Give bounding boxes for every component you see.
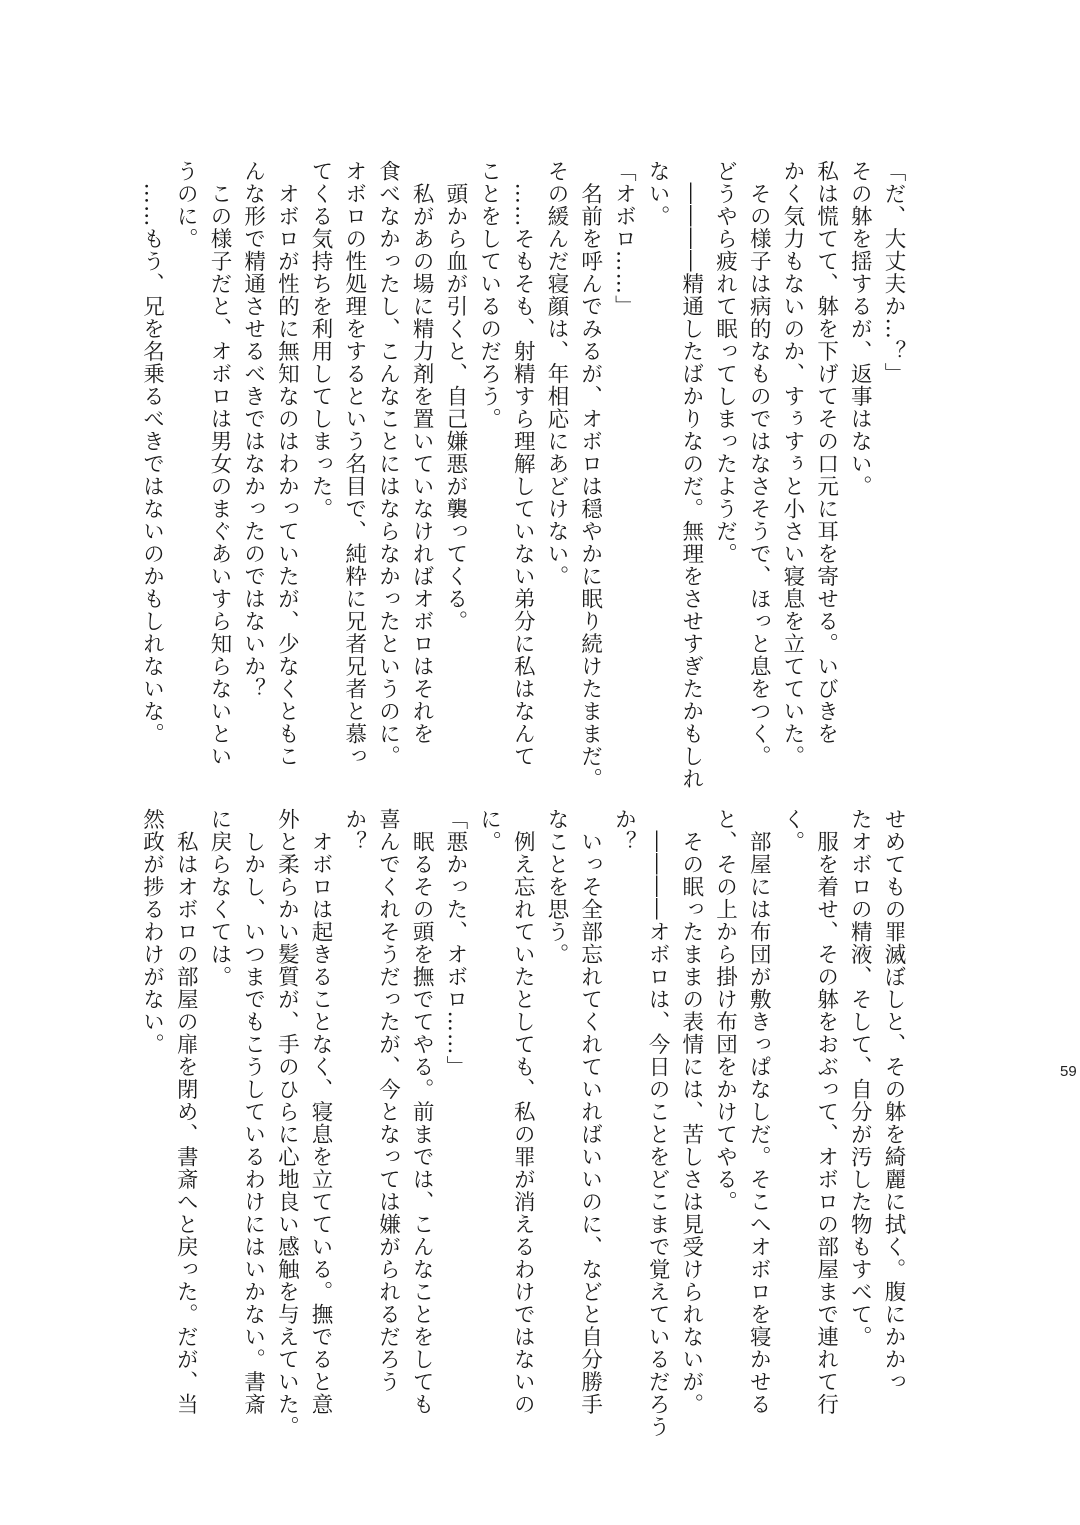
text-column: 私はオボロの部屋の扉を閉め、書斎へと戻った。だが、当 bbox=[173, 808, 199, 1416]
text-column: んな形で精通させるべきではなかったのではないか？ bbox=[240, 160, 266, 700]
text-column: てくる気持ちを利用してしまった。 bbox=[308, 160, 334, 520]
text-column: 「オボロ……」 bbox=[611, 160, 637, 318]
text-column: と、その上から掛け布団をかけてやる。 bbox=[712, 808, 738, 1213]
text-column: なことを思う。 bbox=[543, 808, 569, 966]
text-column: か？ bbox=[611, 808, 637, 853]
text-column: オボロは起きることなく、寝息を立てている。撫でると意 bbox=[308, 808, 334, 1416]
text-column: かく気力もないのか、すぅすぅと小さい寝息を立てていた。 bbox=[779, 160, 805, 768]
text-column: 「悪かった、オボロ……」 bbox=[442, 808, 468, 1078]
text-column: ……もう、兄を名乗るべきではないのかもしれないな。 bbox=[139, 160, 165, 745]
text-column: 例え忘れていたとしても、私の罪が消えるわけではないの bbox=[510, 808, 536, 1416]
text-column: に。 bbox=[476, 808, 502, 853]
page-number: 59 bbox=[1060, 1063, 1077, 1080]
text-column: 服を着せ、その躰をおぶって、オボロの部屋まで連れて行 bbox=[813, 808, 839, 1416]
text-column: 喜んでくれそうだったが、今となっては嫌がられるだろう bbox=[375, 808, 401, 1393]
text-column: 名前を呼んでみるが、オボロは穏やかに眠り続けたままだ。 bbox=[577, 160, 603, 790]
text-column: オボロの性処理をするという名目で、純粋に兄者兄者と慕っ bbox=[341, 160, 367, 768]
text-column: オボロが性的に無知なのはわかっていたが、少なくともこ bbox=[274, 160, 300, 768]
text-column: その眠ったままの表情には、苦しさは見受けられないが。 bbox=[678, 808, 704, 1416]
text-column: 然政が捗るわけがない。 bbox=[139, 808, 165, 1056]
text-column: 頭から血が引くと、自己嫌悪が襲ってくる。 bbox=[442, 160, 468, 633]
text-column: しかし、いつまでもこうしているわけにはいかない。書斎 bbox=[240, 808, 266, 1416]
text-column: か？ bbox=[341, 808, 367, 853]
text-column: ことをしているのだろう。 bbox=[476, 160, 502, 430]
text-column: せめてもの罪滅ぼしと、その躰を綺麗に拭く。腹にかかっ bbox=[881, 808, 906, 1393]
text-column: 私は慌てて、躰を下げてその口元に耳を寄せる。いびきを bbox=[813, 160, 839, 745]
text-column: 食べなかったし、こんなことにはならなかったというのに。 bbox=[375, 160, 401, 768]
text-column: この様子だと、オボロは男女のまぐあいすら知らないとい bbox=[206, 160, 232, 768]
top-text-block bbox=[139, 160, 910, 790]
text-column: 眠るその頭を撫でてやる。前までは、こんなことをしても bbox=[409, 808, 435, 1416]
text-column: 「だ、大丈夫か…？」 bbox=[881, 160, 906, 385]
bottom-text-block bbox=[139, 808, 910, 1438]
text-column: ない。 bbox=[645, 160, 671, 228]
text-column: その緩んだ寝顔は、年相応にあどけない。 bbox=[543, 160, 569, 588]
text-column: たオボロの精液、そして、自分が汚した物もすべて。 bbox=[847, 808, 873, 1348]
text-column: 外と柔らかい髪質が、手のひらに心地良い感触を与えていた。 bbox=[274, 808, 300, 1438]
text-column: ……そもそも、射精すら理解していない弟分に私はなんて bbox=[510, 160, 536, 768]
text-column: 部屋には布団が敷きっぱなしだ。そこへオボロを寝かせる bbox=[746, 808, 772, 1416]
text-column: ――――精通したばかりなのだ。無理をさせすぎたかもしれ bbox=[678, 160, 704, 790]
text-column: どうやら疲れて眠ってしまったようだ。 bbox=[712, 160, 738, 565]
text-column: その様子は病的なものではなさそうで、ほっと息をつく。 bbox=[746, 160, 772, 768]
text-column: ――――オボロは、今日のことをどこまで覚えているだろう bbox=[645, 808, 671, 1438]
text-column: に戻らなくては。 bbox=[206, 808, 232, 988]
text-column: 私があの場に精力剤を置いていなければオボロはそれを bbox=[409, 160, 435, 745]
text-column: いっそ全部忘れてくれていればいいのに、などと自分勝手 bbox=[577, 808, 603, 1416]
text-column: く。 bbox=[779, 808, 805, 853]
text-column: その躰を揺するが、返事はない。 bbox=[847, 160, 873, 498]
text-column: うのに。 bbox=[173, 160, 199, 250]
